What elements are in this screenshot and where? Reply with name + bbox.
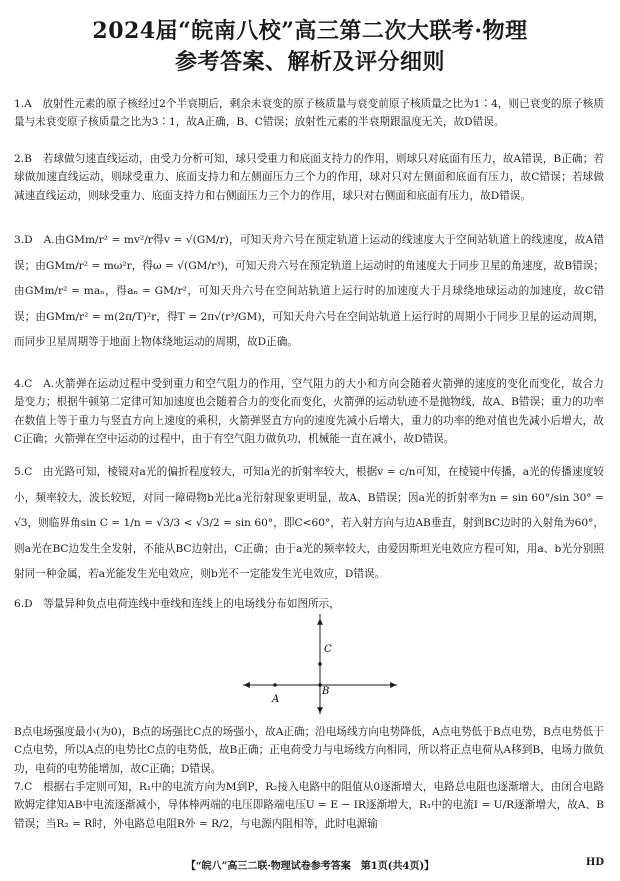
answer-6-continued: B点电场强度最小(为0)，B点的场强比C点的场强小，故A正确；沿电场线方向电势降低，A点电势低于B点电势，B点电势低于C点电势，所以A点的电势比C点的电势低，故B正确；正电荷受力与电场线方向相同，所以将正点电荷从A移到B，电场力做负功，电荷的电势能增加，故C正确；D错误。	[14, 726, 604, 775]
label-C: C	[324, 644, 332, 655]
point-A-dot	[273, 683, 277, 687]
footer-code: HD	[585, 857, 604, 868]
page-footer: 【“皖八”高三二联·物理试卷参考答案 第1页(共4页)】	[185, 861, 435, 872]
answer-3: 3.D A.由GMm/r² = mv²/r得v = √(GM/r)，可知天舟六号在预定轨道上运动的线速度大于空间站轨道上的线速度，故A错误；由GMm/r² = mω²r，得ω = √(GM/r³)，可知天舟六号在预定轨道上运动时的角速度大于同步卫星的角速度，故B错误；由GMm/r² = maₙ，得aₙ = GM/r²，可知天舟六号在空间站轨道上运行时的加速度大于月球绕地球运动的加速度，故C错误；由GMm/r² = m(2π/T)²r，得T = 2π√(r³/GM)，可知天舟六号在空间站轨道上运行时的周期小于同步卫星的运动周期，而同步卫星周期等于地面上物体绕地运动的周期，故D正确。	[14, 234, 604, 348]
page-subtitle: 参考答案、解析及评分细则	[174, 49, 445, 75]
answer-2: 2.B 若球做匀速直线运动，由受力分析可知，球只受重力和底面支持力的作用，则球只对底面有压力，故A错误，B正确；若球做加速直线运动，则球受重力、底面支持力和左侧面压力三个力的作用，球对只对左侧面和底面有压力，故C错误；若球做减速直线运动，则球受重力、底面支持力和右侧面压力三个力的作用，球只对右侧面和底面有压力，故D错误。	[14, 153, 604, 202]
answer-6: 6.D 等量异种负点电荷连线中垂线和连线上的电场线分布如图所示，	[14, 598, 340, 610]
label-A: A	[272, 694, 280, 705]
page-title: 2024届“皖南八校”高三第二次大联考·物理	[92, 18, 528, 44]
answer-7: 7.C 根据右手定则可知，R₁中的电流方向为M到P，R₂接入电路中的阻值从0逐渐增大，电路总电阻也逐渐增大，由闭合电路欧姆定律知AB中电流逐渐减小，导体棒两端的电压即路端电压U = E − IR逐渐增大，R₁中的电流I = U/R逐渐增大，故A、B错误；当R₂ = R时，外电路总电阻R外 = R/2，与电源内阻相等，此时电源输	[14, 781, 604, 830]
answer-1: 1.A 放射性元素的原子核经过2个半衰期后，剩余未衰变的原子核质量与衰变前原子核质量之比为1∶4，则已衰变的原子核质量与未衰变原子核质量之比为3∶1，故A正确，B、C错误；放射性元素的半衰期跟温度无关，故D错误。	[14, 98, 604, 129]
electric-field-diagram	[235, 612, 405, 717]
answer-5: 5.C 由光路可知，棱镜对a光的偏折程度较大，可知a光的折射率较大，根据v = c/n可知，在棱镜中传播，a光的传播速度较小，频率较大，波长较短，对同一障碍物b光比a光衍射现象更明显，故A、B错误；因a光的折射率为n = sin 60°/sin 30° = √3，则临界角sin C = 1/n = √3/3 < √3/2 = sin 60°，即C<60°，若入射方向与边AB垂直，射到BC边时的入射角为60°，则a光在BC边发生全发射，不能从BC边射出，C正确；由于a光的频率较大，由爱因斯坦光电效应方程可知，用a、b光分别照射同一种金属，若a光能发生光电效应，则b光不一定能发生光电效应，D错误。	[14, 466, 604, 580]
label-B: B	[322, 686, 330, 697]
answer-4: 4.C A.火箭弹在运动过程中受到重力和空气阻力的作用，空气阻力的大小和方向会随着火箭弹的速度的变化而变化，故合力是变力；根据牛顿第二定律可知加速度也会随着合力的变化而变化，火箭弹的运动轨迹不是抛物线，故A、B错误；重力的功率在数值上等于重力与竖直方向上速度的乘积，火箭弹竖直方向的速度先减小后增大，重力的功率的绝对值也先减小后增大，故C正确；火箭弹在空中运动的过程中，由于有空气阻力做负功，机械能一直在减小，故D错误。	[14, 378, 604, 445]
point-C-dot	[318, 662, 322, 666]
